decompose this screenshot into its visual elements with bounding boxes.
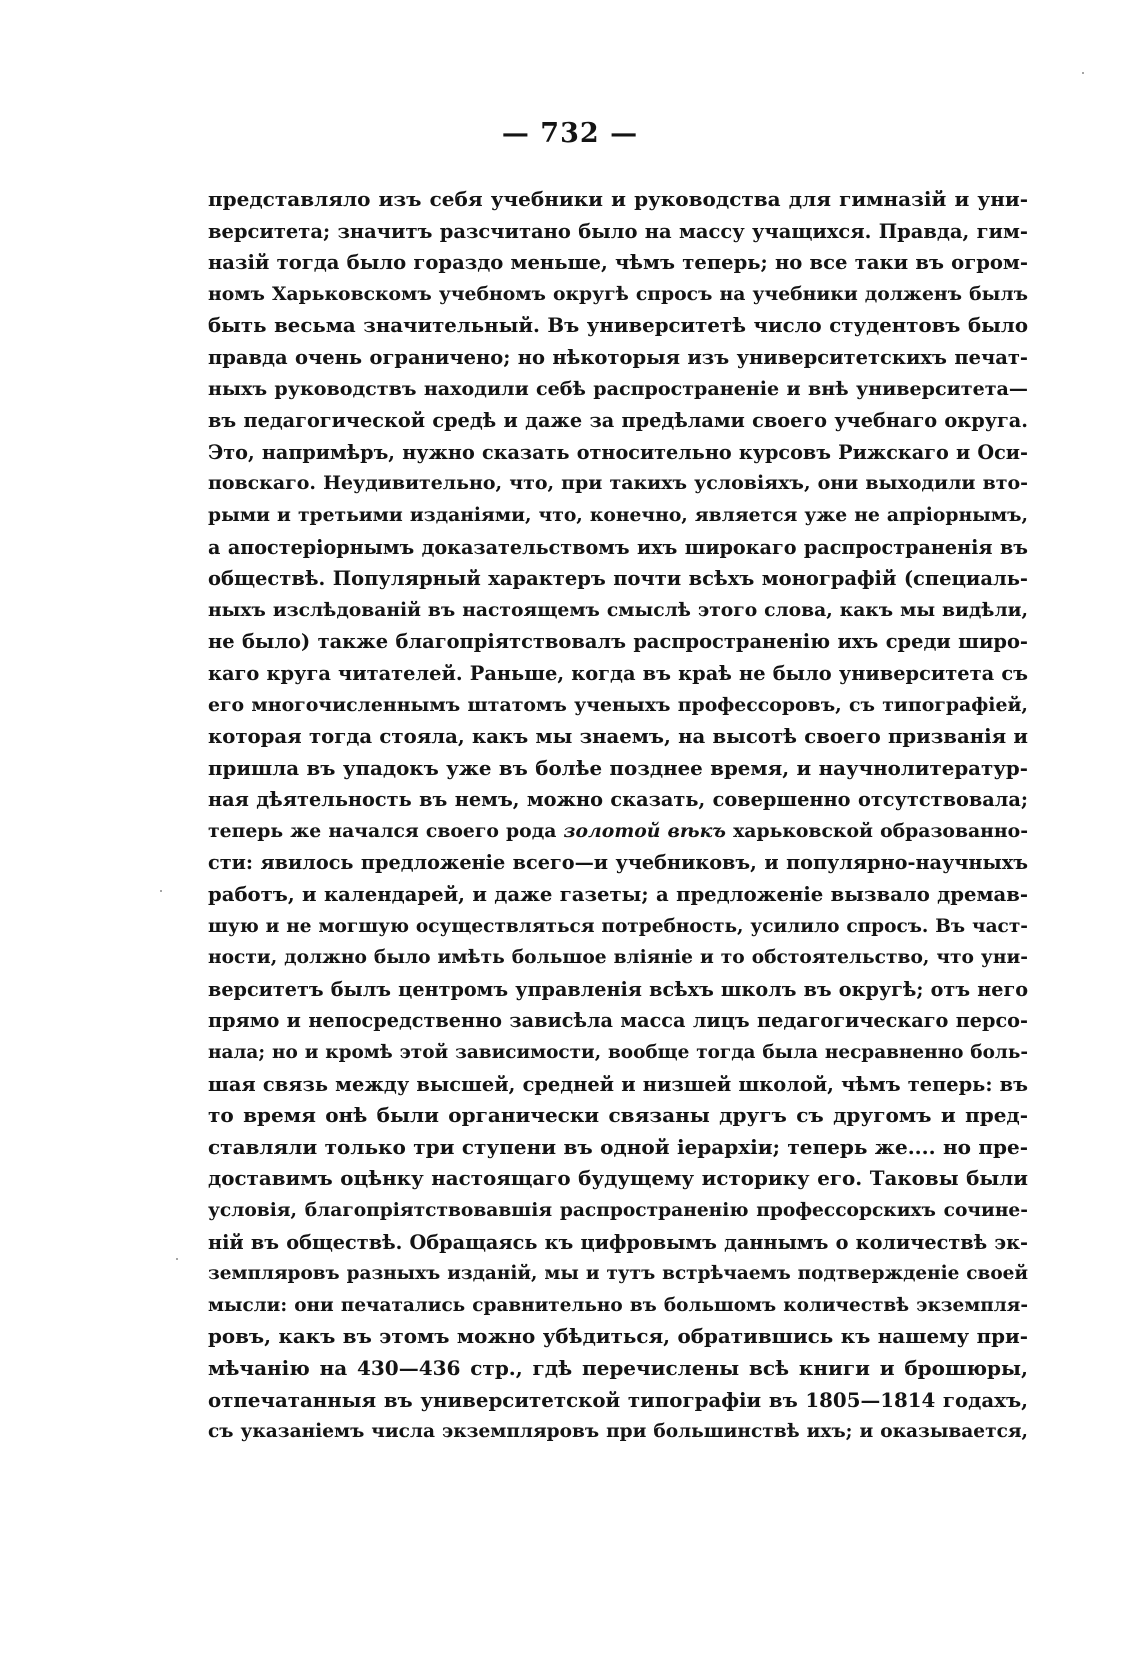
text-line: каго круга читателей. Раньше, когда въ краѣ не было университета съ	[208, 661, 1028, 685]
text-line: быть весьма значительный. Въ университетѣ число студентовъ было	[208, 313, 1028, 338]
text-line: въ педагогической средѣ и даже за предѣлами своего учебнаго округа.	[208, 409, 1028, 433]
text-segment: теперь же начался своего рода	[208, 819, 564, 842]
text-line: верситета; значитъ разсчитано было на массу учащихся. Правда, гим-	[208, 219, 1028, 243]
text-line: доставимъ оцѣнку настоящаго будущему историку его. Таковы были	[208, 1166, 1028, 1191]
text-line: верситетъ былъ центромъ управленія всѣхъ школъ въ округѣ; отъ него	[208, 977, 1028, 1001]
italic-phrase: золотой вѣкъ	[563, 819, 726, 842]
text-line: обществѣ. Популярный характеръ почти всѣхъ монографій (специаль-	[208, 567, 1028, 591]
text-line: ныхъ руководствъ находили себѣ распространеніе и внѣ университета—	[208, 377, 1028, 400]
text-line: работъ, и календарей, и даже газеты; а предложеніе вызвало дремав-	[208, 883, 1028, 907]
text-line: сти: явилось предложеніе всего—и учебниковъ, и популярно-научныхъ	[208, 851, 1028, 875]
text-line: условія, благопріятствовавшія распространенію профессорскихъ сочине-	[208, 1200, 1028, 1221]
text-line: то время онѣ были органически связаны другъ съ другомъ и пред-	[208, 1103, 1028, 1128]
scan-speck	[176, 1258, 178, 1260]
text-line: мысли: они печатались сравнительно въ большомъ количествѣ экземпля-	[208, 1294, 1028, 1316]
text-line: пришла въ упадокъ уже въ болѣе позднее время, и научнолитератур-	[208, 755, 1028, 780]
text-line: мѣчанію на 430—436 стр., гдѣ перечислены всѣ книги и брошюры,	[208, 1355, 1028, 1380]
text-line: ній въ обществѣ. Обращаясь къ цифровымъ даннымъ о количествѣ эк-	[208, 1230, 1028, 1254]
text-line: земпляровъ разныхъ изданій, мы и тутъ встрѣчаемъ подтвержденіе своей	[208, 1263, 1028, 1285]
scan-speck	[160, 890, 162, 892]
page-number: — 732 —	[501, 118, 639, 149]
text-line: не было) также благопріятствовалъ распространенію ихъ среди широ-	[208, 630, 1028, 654]
text-line: правда очень ограничено; но нѣкоторыя изъ университетскихъ печат-	[208, 345, 1028, 369]
text-segment: харьковской образованно-	[725, 819, 1028, 842]
text-line: ставляли только три ступени въ одной іерархіи; теперь же.... но пре-	[208, 1134, 1028, 1159]
text-line	[208, 816, 1028, 848]
text-line: рыми и третьими изданіями, что, конечно, является уже не апріорнымъ,	[208, 503, 1028, 526]
text-line: а апостеріорнымъ доказательствомъ ихъ широкаго распространенія въ	[208, 535, 1028, 559]
text-line: Это, напримѣръ, нужно сказать относительно курсовъ Рижскаго и Оси-	[208, 440, 1028, 464]
text-line: назій тогда было гораздо меньше, чѣмъ теперь; но все таки въ огром-	[208, 251, 1028, 275]
text-line: нала; но и кромѣ этой зависимости, вообще тогда была несравненно боль-	[208, 1042, 1028, 1064]
text-line: ныхъ изслѣдованій въ настоящемъ смыслѣ этого слова, какъ мы видѣли,	[208, 598, 1028, 621]
body-text	[208, 184, 1028, 1448]
scan-speck	[1082, 72, 1084, 74]
text-line: прямо и непосредственно зависѣла масса лицъ педагогическаго персо-	[208, 1009, 1028, 1033]
text-line: которая тогда стояла, какъ мы знаемъ, на высотѣ своего призванія и	[208, 725, 1028, 749]
text-line: ровъ, какъ въ этомъ можно убѣдиться, обратившись къ нашему при-	[208, 1324, 1028, 1349]
text-line: ности, должно было имѣть большое вліяніе и то обстоятельство, что уни-	[208, 947, 1028, 969]
text-line: шую и не могшую осуществляться потребность, усилило спросъ. Въ част-	[208, 915, 1028, 937]
text-line: повскаго. Неудивительно, что, при такихъ условіяхъ, они выходили вто-	[208, 472, 1028, 495]
text-line: ная дѣятельность въ немъ, можно сказать, совершенно отсутствовала;	[208, 788, 1028, 812]
text-line: шая связь между высшей, средней и низшей школой, чѣмъ теперь: въ	[208, 1072, 1028, 1096]
text-line: номъ Харьковскомъ учебномъ округѣ спросъ на учебники долженъ былъ	[208, 282, 1028, 305]
text-line: съ указаніемъ числа экземпляровъ при большинствѣ ихъ; и оказывается,	[208, 1421, 1028, 1443]
text-line: его многочисленнымъ штатомъ ученыхъ профессоровъ, съ типографіей,	[208, 693, 1028, 716]
text-line: представляло изъ себя учебники и руководства для гимназій и уни-	[208, 187, 1028, 211]
text-line: отпечатанныя въ университетской типографіи въ 1805—1814 годахъ,	[208, 1387, 1028, 1412]
